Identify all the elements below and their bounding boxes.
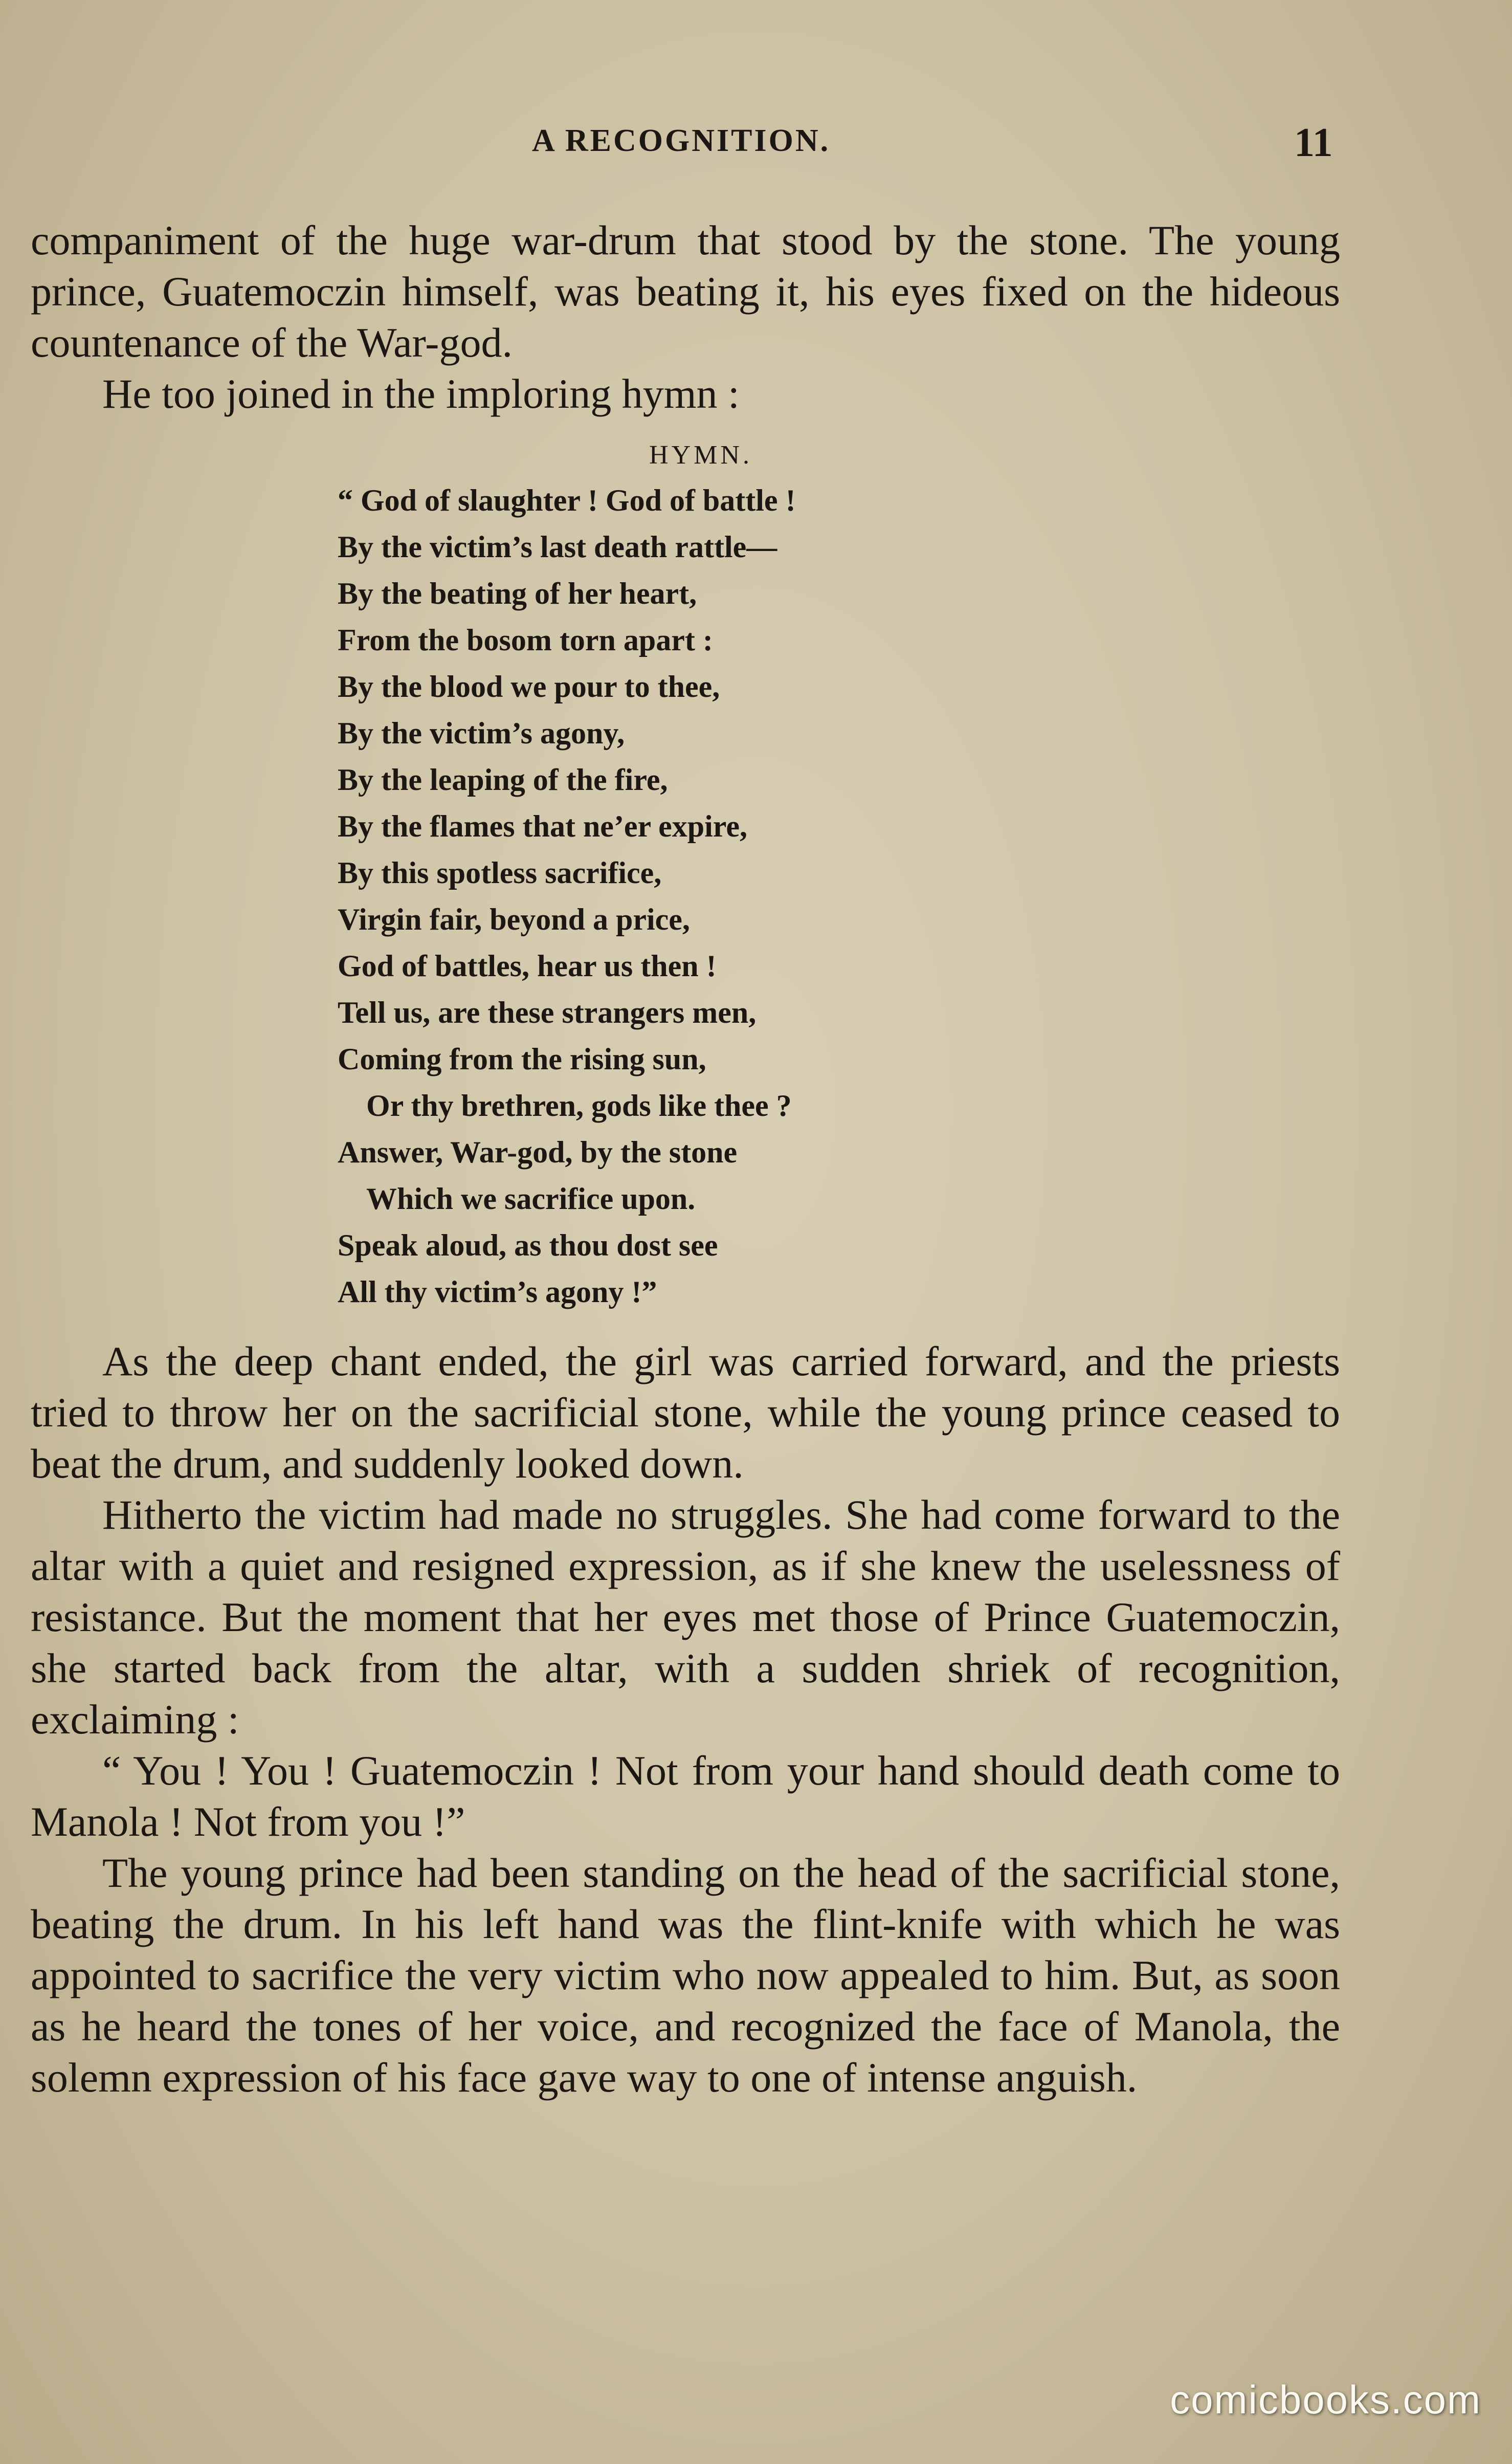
hymn-line: Or thy brethren, gods like thee ? <box>366 1089 792 1123</box>
paragraph: The young prince had been standing on the head of the sacrificial stone, beating the drum. In his left hand was the flint-knife with which he was appointed to sacrifice the very victim who now appealed to him. But, as soon as he heard the tones of her voice, and recognized the face of Manola, the solemn expression of his face gave way to one of intense anguish. <box>31 1850 1340 2101</box>
hymn-line: Which we sacrifice upon. <box>366 1182 696 1216</box>
body-text <box>31 215 1340 2103</box>
hymn-line: By the flames that ne’er expire, <box>338 809 747 843</box>
hymn-title: HYMN. <box>649 441 752 470</box>
paragraph-continued: companiment of the huge war-drum that stood by the stone. The young prince, Guatemoczin himself, was beating it, his eyes fixed on the hideous countenance of the War-god. <box>31 217 1340 366</box>
hymn-line: By the blood we pour to thee, <box>338 670 720 703</box>
hymn-line: Answer, War-god, by the stone <box>338 1135 738 1169</box>
hymn-line: By the victim’s last death rattle— <box>338 530 777 564</box>
hymn-line: Coming from the rising sun, <box>338 1042 706 1076</box>
hymn-line: From the bosom torn apart : <box>338 623 713 657</box>
page-number: 11 <box>1294 120 1333 165</box>
paragraph: As the deep chant ended, the girl was carried forward, and the priests tried to throw her on the sacrificial stone, while the young prince ceased to beat the drum, and suddenly looked down. <box>31 1338 1340 1487</box>
hymn-line: By the victim’s agony, <box>338 716 625 750</box>
hymn-line: “ God of slaughter ! God of battle ! <box>338 483 796 517</box>
hymn-line: By the leaping of the fire, <box>338 763 668 797</box>
watermark: comicbooks.com <box>1170 2377 1481 2422</box>
hymn-line: Virgin fair, beyond a price, <box>338 903 690 936</box>
hymn-line: All thy victim’s agony !” <box>338 1275 657 1309</box>
hymn-line: Speak aloud, as thou dost see <box>338 1228 718 1262</box>
hymn-line: God of battles, hear us then ! <box>338 949 717 983</box>
hymn-line: Tell us, are these strangers men, <box>338 996 757 1029</box>
paragraph: Hitherto the victim had made no struggles. She had come forward to the altar with a quiet and resigned expression, as if she knew the uselessness of resistance. But the moment that her eyes met those of Prince Guatemoczin, she started back from the altar, with a sudden shriek of recognition, exclaiming : <box>31 1491 1340 1743</box>
paragraph-dialogue: “ You ! You ! Guatemoczin ! Not from your hand should death come to Manola ! Not from you !” <box>31 1747 1340 1845</box>
hymn-line: By the beating of her heart, <box>338 577 697 610</box>
hymn-verse <box>338 477 1340 1315</box>
page-header <box>0 120 1512 169</box>
running-head: A RECOGNITION. <box>532 123 831 158</box>
paragraph-hymn-intro: He too joined in the imploring hymn : <box>102 370 740 417</box>
hymn-line: By this spotless sacrifice, <box>338 856 662 890</box>
